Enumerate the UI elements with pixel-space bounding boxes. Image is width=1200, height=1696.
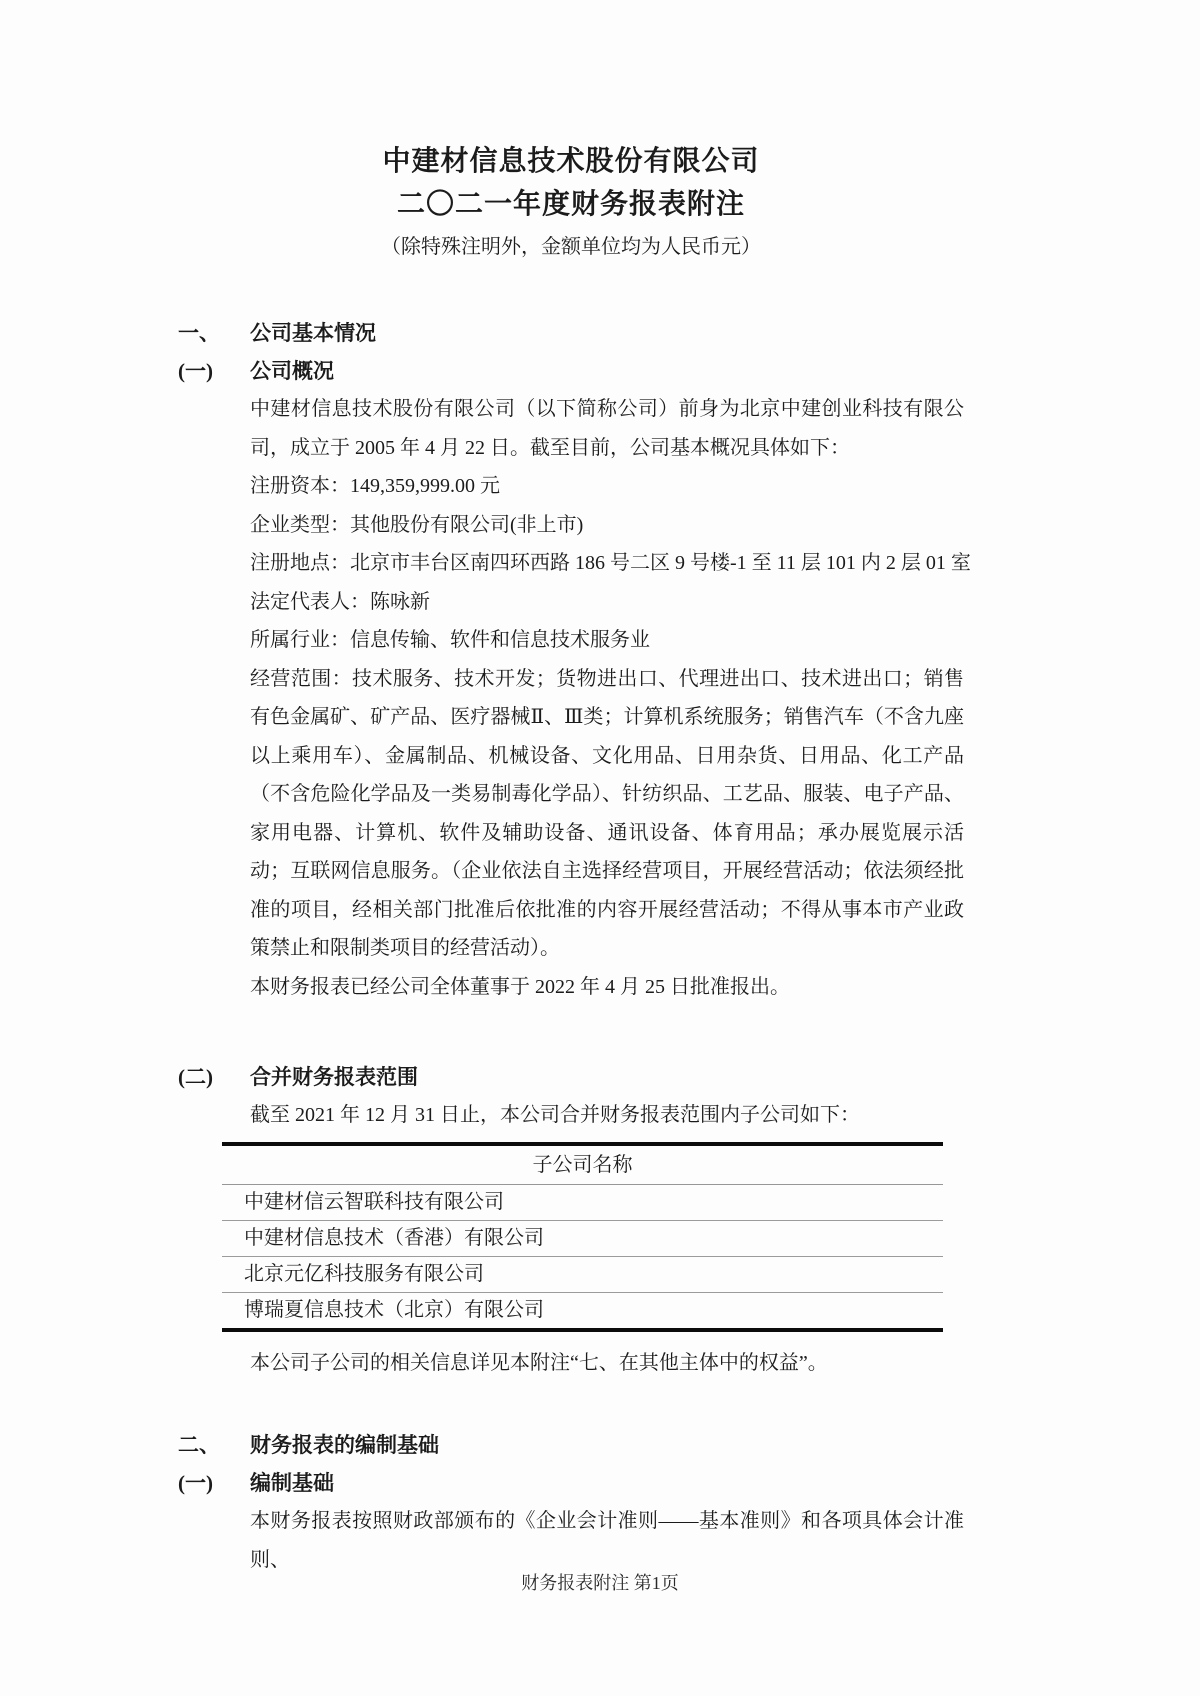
enterprise-type-line: 企业类型：其他股份有限公司(非上市) <box>250 513 584 536</box>
subsidiaries-note-paragraph: 本公司子公司的相关信息详见本附注“七、在其他主体中的权益”。 <box>250 1351 828 1374</box>
section-1-number: 一、 <box>178 321 220 345</box>
consolidation-scope-intro: 截至 2021 年 12 月 31 日止，本公司合并财务报表范围内子公司如下： <box>250 1104 860 1126</box>
section-1-title: 公司基本情况 <box>250 321 376 345</box>
company-overview-paragraph: 中建材信息技术股份有限公司（以下简称公司）前身为北京中建创业科技有限公司，成立于 2005 年 4 月 22 日。截至目前，公司基本概况具体如下： <box>250 398 964 459</box>
page-footer: 财务报表附注 第1页 <box>521 1573 679 1593</box>
subsection-2-1-title: 编制基础 <box>250 1471 334 1495</box>
registered-capital-line: 注册资本：149,359,999.00 元 <box>250 475 500 497</box>
approval-statement-paragraph: 本财务报表已经公司全体董事于 2022 年 4 月 25 日批准报出。 <box>250 975 790 998</box>
subsidiaries-table <box>222 1142 943 1332</box>
section-2-heading <box>178 1426 964 1464</box>
registered-address-line: 注册地点：北京市丰台区南四环西路 186 号二区 9 号楼-1 至 11 层 101 内 2 层 01 室 <box>250 552 971 574</box>
company-name-title: 中建材信息技术股份有限公司 <box>382 146 760 177</box>
subsection-1-2-heading <box>178 1058 964 1096</box>
subsection-2-1-number: (一) <box>178 1471 213 1495</box>
preparation-basis-paragraph: 本财务报表按照财政部颁布的《企业会计准则——基本准则》和各项具体会计准则、 <box>250 1510 964 1571</box>
document-body <box>178 140 971 1579</box>
legal-representative-line: 法定代表人：陈咏新 <box>250 590 430 613</box>
report-title: 二〇二一年度财务报表附注 <box>396 189 745 220</box>
subsection-1-1-heading <box>178 352 964 390</box>
subsection-1-1-title: 公司概况 <box>250 359 334 383</box>
currency-unit-note: （除特殊注明外，金额单位均为人民币元） <box>381 236 761 258</box>
table-row: 中建材信息技术（香港）有限公司 <box>222 1221 943 1257</box>
section-1-heading <box>178 314 964 352</box>
business-scope-paragraph: 经营范围：技术服务、技术开发；货物进出口、代理进出口、技术进出口；销售有色金属矿、矿产品、医疗器械Ⅱ、Ⅲ类；计算机系统服务；销售汽车（不含九座以上乘用车）、金属制品、机械设备、文化用品、日用杂货、日用品、化工产品（不含危险化学品及一类易制毒化学品）、针纺织品、工艺品、服装、电子产品、家用电器、计算机、软件及辅助设备、通讯设备、体育用品；承办展览展示活动；互联网信息服务。（企业依法自主选择经营项目，开展经营活动；依法须经批准的项目，经相关部门批准后依批准的内容开展经营活动；不得从事本市产业政策禁止和限制类项目的经营活动）。 <box>250 667 964 959</box>
subsection-1-1-number: (一) <box>178 359 213 383</box>
subsection-1-2-number: (二) <box>178 1065 213 1089</box>
subsidiaries-table-header: 子公司名称 <box>222 1146 943 1185</box>
subsection-2-1-heading <box>178 1464 964 1502</box>
table-row: 博瑞夏信息技术（北京）有限公司 <box>244 1298 544 1321</box>
industry-line: 所属行业：信息传输、软件和信息技术服务业 <box>250 629 650 651</box>
title-block <box>178 140 964 268</box>
table-row: 北京元亿科技服务有限公司 <box>222 1257 943 1293</box>
table-row: 中建材信云智联科技有限公司 <box>222 1185 943 1221</box>
section-2-number: 二、 <box>178 1433 220 1457</box>
subsection-1-2-title: 合并财务报表范围 <box>250 1065 418 1089</box>
section-2-title: 财务报表的编制基础 <box>250 1433 439 1457</box>
